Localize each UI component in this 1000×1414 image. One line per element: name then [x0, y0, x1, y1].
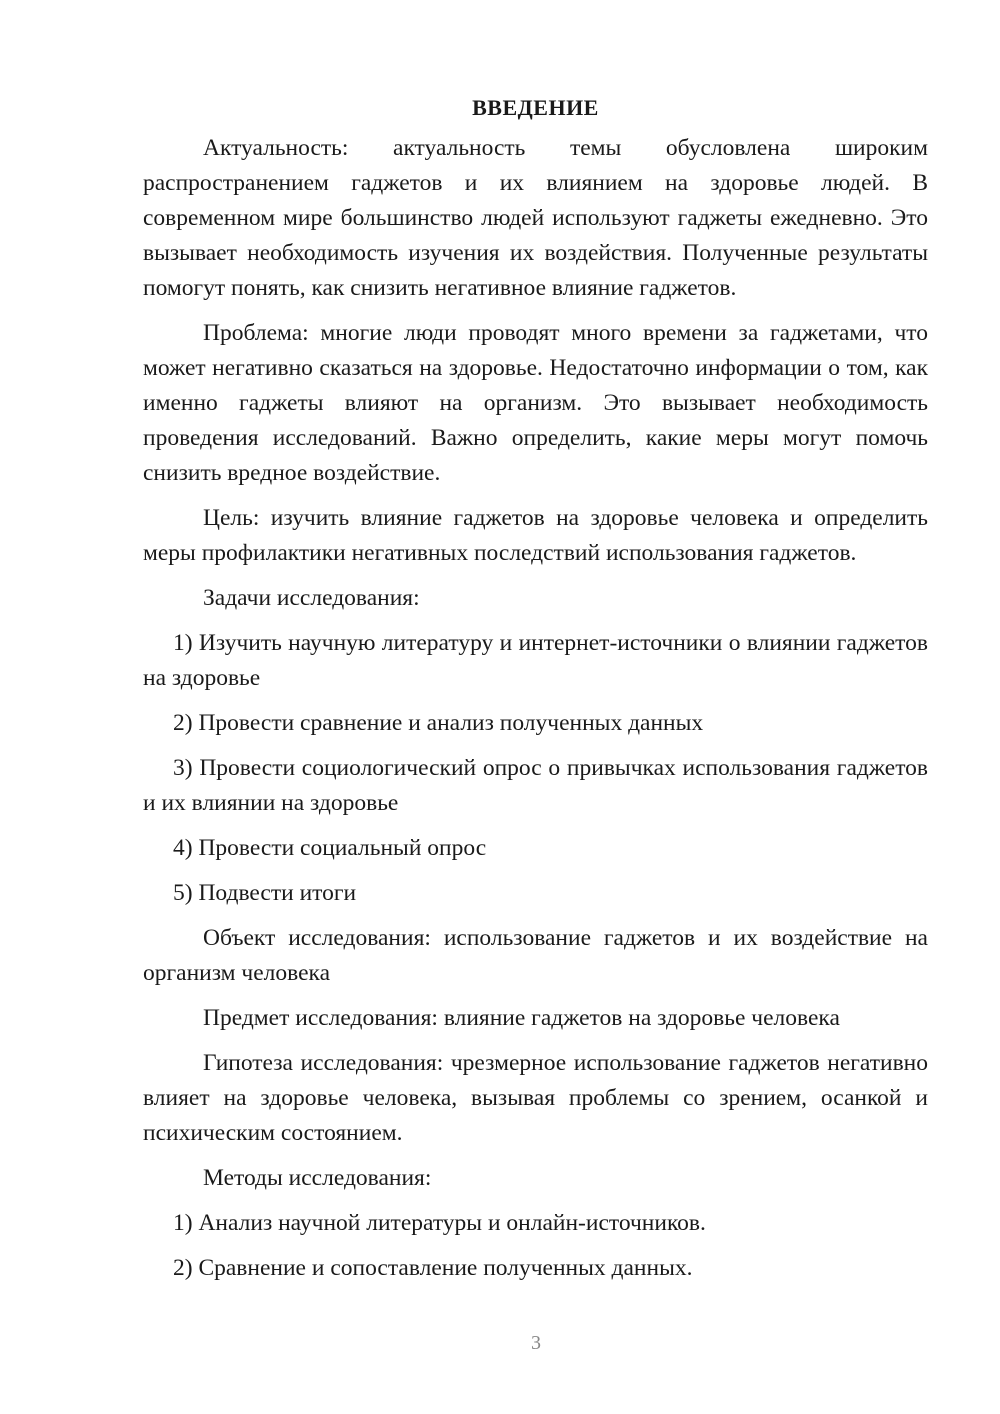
- method-item: 2) Сравнение и сопоставление полученных данных.: [173, 1255, 693, 1281]
- tasks-heading: Задачи исследования:: [203, 585, 420, 611]
- document-page: [143, 90, 928, 1296]
- relevance-paragraph: Актуальность: актуальность темы обусловлена широким распространением гаджетов и их влиянием на здоровье людей. В современном мире большинство людей используют гаджеты ежедневно. Это вызывает необходимость изучения их воздействия. Полученные результаты помогут понять, как снизить негативное влияние гаджетов.: [143, 135, 928, 301]
- page-number: 3: [531, 1332, 541, 1354]
- method-item: 1) Анализ научной литературы и онлайн-источников.: [173, 1210, 706, 1236]
- subject-paragraph: Предмет исследования: влияние гаджетов на здоровье человека: [203, 1005, 840, 1031]
- task-item: 4) Провести социальный опрос: [173, 835, 487, 861]
- goal-paragraph: Цель: изучить влияние гаджетов на здоровье человека и определить меры профилактики негативных последствий использования гаджетов.: [143, 505, 928, 566]
- task-item: 2) Провести сравнение и анализ полученных данных: [173, 710, 704, 736]
- task-item: 3) Провести социологический опрос о привычках использования гаджетов и их влиянии на здоровье: [143, 755, 928, 816]
- hypothesis-paragraph: Гипотеза исследования: чрезмерное использование гаджетов негативно влияет на здоровье человека, вызывая проблемы со зрением, осанкой и психическим состоянием.: [143, 1050, 928, 1146]
- object-paragraph: Объект исследования: использование гаджетов и их воздействие на организм человека: [143, 925, 928, 986]
- methods-heading: Методы исследования:: [203, 1165, 432, 1191]
- problem-paragraph: Проблема: многие люди проводят много времени за гаджетами, что может негативно сказаться на здоровье. Недостаточно информации о том, как именно гаджеты влияют на организм. Это вызывает необходимость проведения исследований. Важно определить, какие меры могут помочь снизить вредное воздействие.: [143, 320, 928, 486]
- task-item: 1) Изучить научную литературу и интернет-источники о влиянии гаджетов на здоровье: [143, 630, 928, 691]
- section-title: ВВЕДЕНИЕ: [472, 95, 599, 120]
- task-item: 5) Подвести итоги: [173, 880, 357, 906]
